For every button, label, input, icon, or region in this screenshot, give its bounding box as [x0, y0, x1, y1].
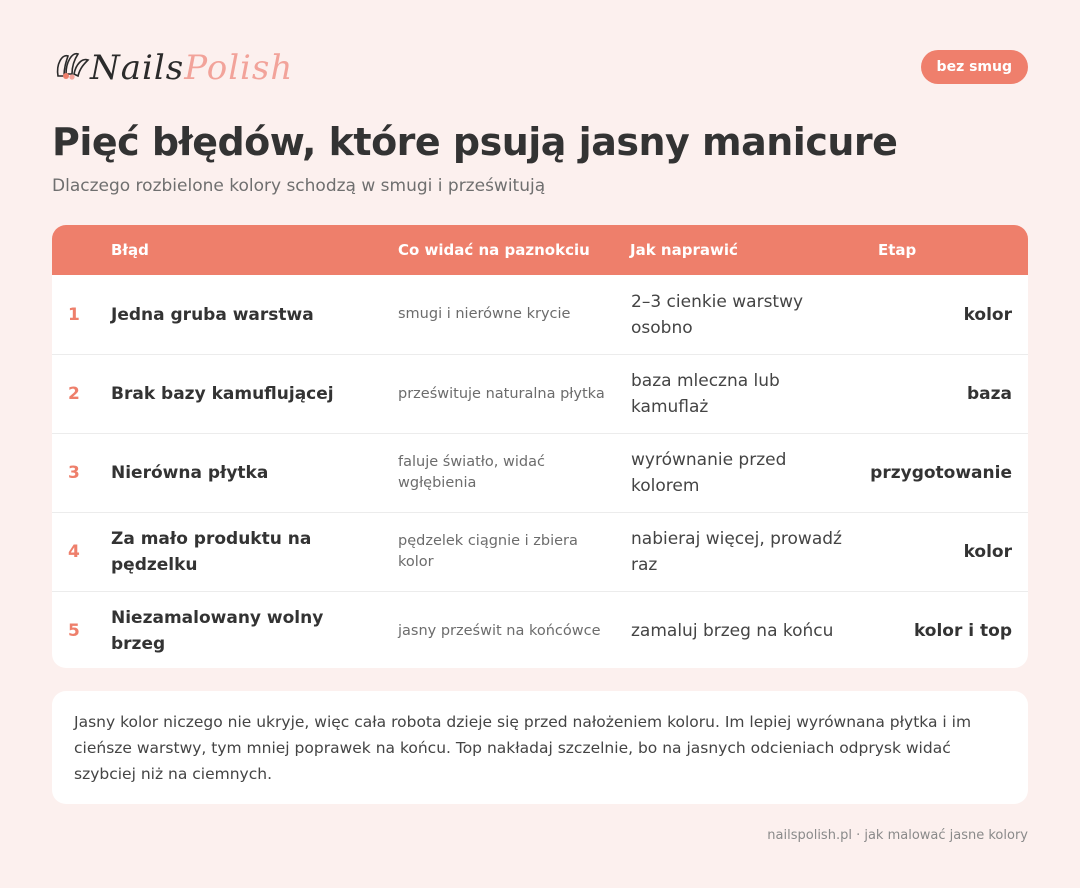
logo[interactable]: [52, 44, 294, 96]
row-error: Jedna gruba warstwa: [111, 304, 314, 325]
header-fix: Jak naprawić: [630, 241, 738, 259]
row-visible: pędzelek ciągnie i zbiera kolor: [398, 533, 578, 570]
row-fix: nabieraj więcej, prowadź raz: [631, 529, 842, 575]
row-fix: 2–3 cienkie warstwy osobno: [631, 291, 804, 338]
row-fix: zamaluj brzeg na końcu: [631, 621, 834, 641]
logo-text: [90, 48, 293, 88]
nail-flower-icon: [52, 46, 92, 86]
table-body: [52, 275, 1028, 668]
row-stage: baza: [966, 384, 1012, 404]
row-error: Za mało produktu na pędzelku: [111, 529, 312, 575]
page-title: Pięć błędów, które psują jasny manicure: [52, 120, 898, 164]
footer-text[interactable]: nailspolish.pl · jak malować jasne kolory: [767, 828, 1028, 843]
logo-word-nails: Nails: [90, 48, 185, 88]
row-number: 4: [68, 542, 80, 562]
row-error: Nierówna płytka: [111, 463, 269, 483]
header: [52, 44, 1028, 96]
row-number: 1: [68, 304, 80, 325]
header-error: Błąd: [111, 241, 149, 259]
page-subtitle: Dlaczego rozbielone kolory schodzą w smugi i prześwitują: [52, 176, 546, 196]
row-visible: smugi i nierówne krycie: [398, 306, 571, 322]
header-stage: Etap: [878, 241, 917, 259]
header-visible: Co widać na paznokciu: [398, 241, 590, 259]
row-error: Niezamalowany wolny brzeg: [111, 608, 324, 654]
row-fix: wyrównanie przed kolorem: [631, 450, 787, 496]
table-row: [52, 354, 1028, 433]
row-number: 5: [68, 621, 80, 641]
table-row: [52, 512, 1028, 591]
row-number: 3: [68, 463, 80, 483]
table-header: [52, 225, 1028, 275]
table-row: [52, 591, 1028, 668]
summary-note: Jasny kolor niczego nie ukryje, więc cała robota dzieje się przed nałożeniem koloru. Im lepiej wyrównana płytka i im cieńsze warstwy, tym mniej poprawek na końcu. Top nakładaj szczelnie, bo na jasnych odcieniach odprysk widać szybciej niż na ciemnych.: [52, 691, 1028, 804]
row-stage: przygotowanie: [870, 463, 1012, 483]
row-number: 2: [68, 384, 80, 404]
table-row: [52, 433, 1028, 512]
row-stage: kolor: [963, 542, 1012, 562]
status-badge: bez smug: [921, 50, 1028, 84]
logo-word-polish: Polish: [184, 48, 294, 88]
row-visible: faluje światło, widać wgłębienia: [398, 454, 545, 491]
row-stage: kolor i top: [913, 621, 1012, 641]
row-stage: kolor: [963, 304, 1012, 325]
row-visible: prześwituje naturalna płytka: [398, 385, 605, 402]
table-row: [52, 275, 1028, 354]
row-visible: jasny prześwit na końcówce: [398, 622, 601, 639]
mistakes-table: [52, 225, 1028, 668]
row-error: Brak bazy kamuflującej: [111, 384, 334, 404]
row-fix: baza mleczna lub kamuflaż: [631, 371, 780, 417]
